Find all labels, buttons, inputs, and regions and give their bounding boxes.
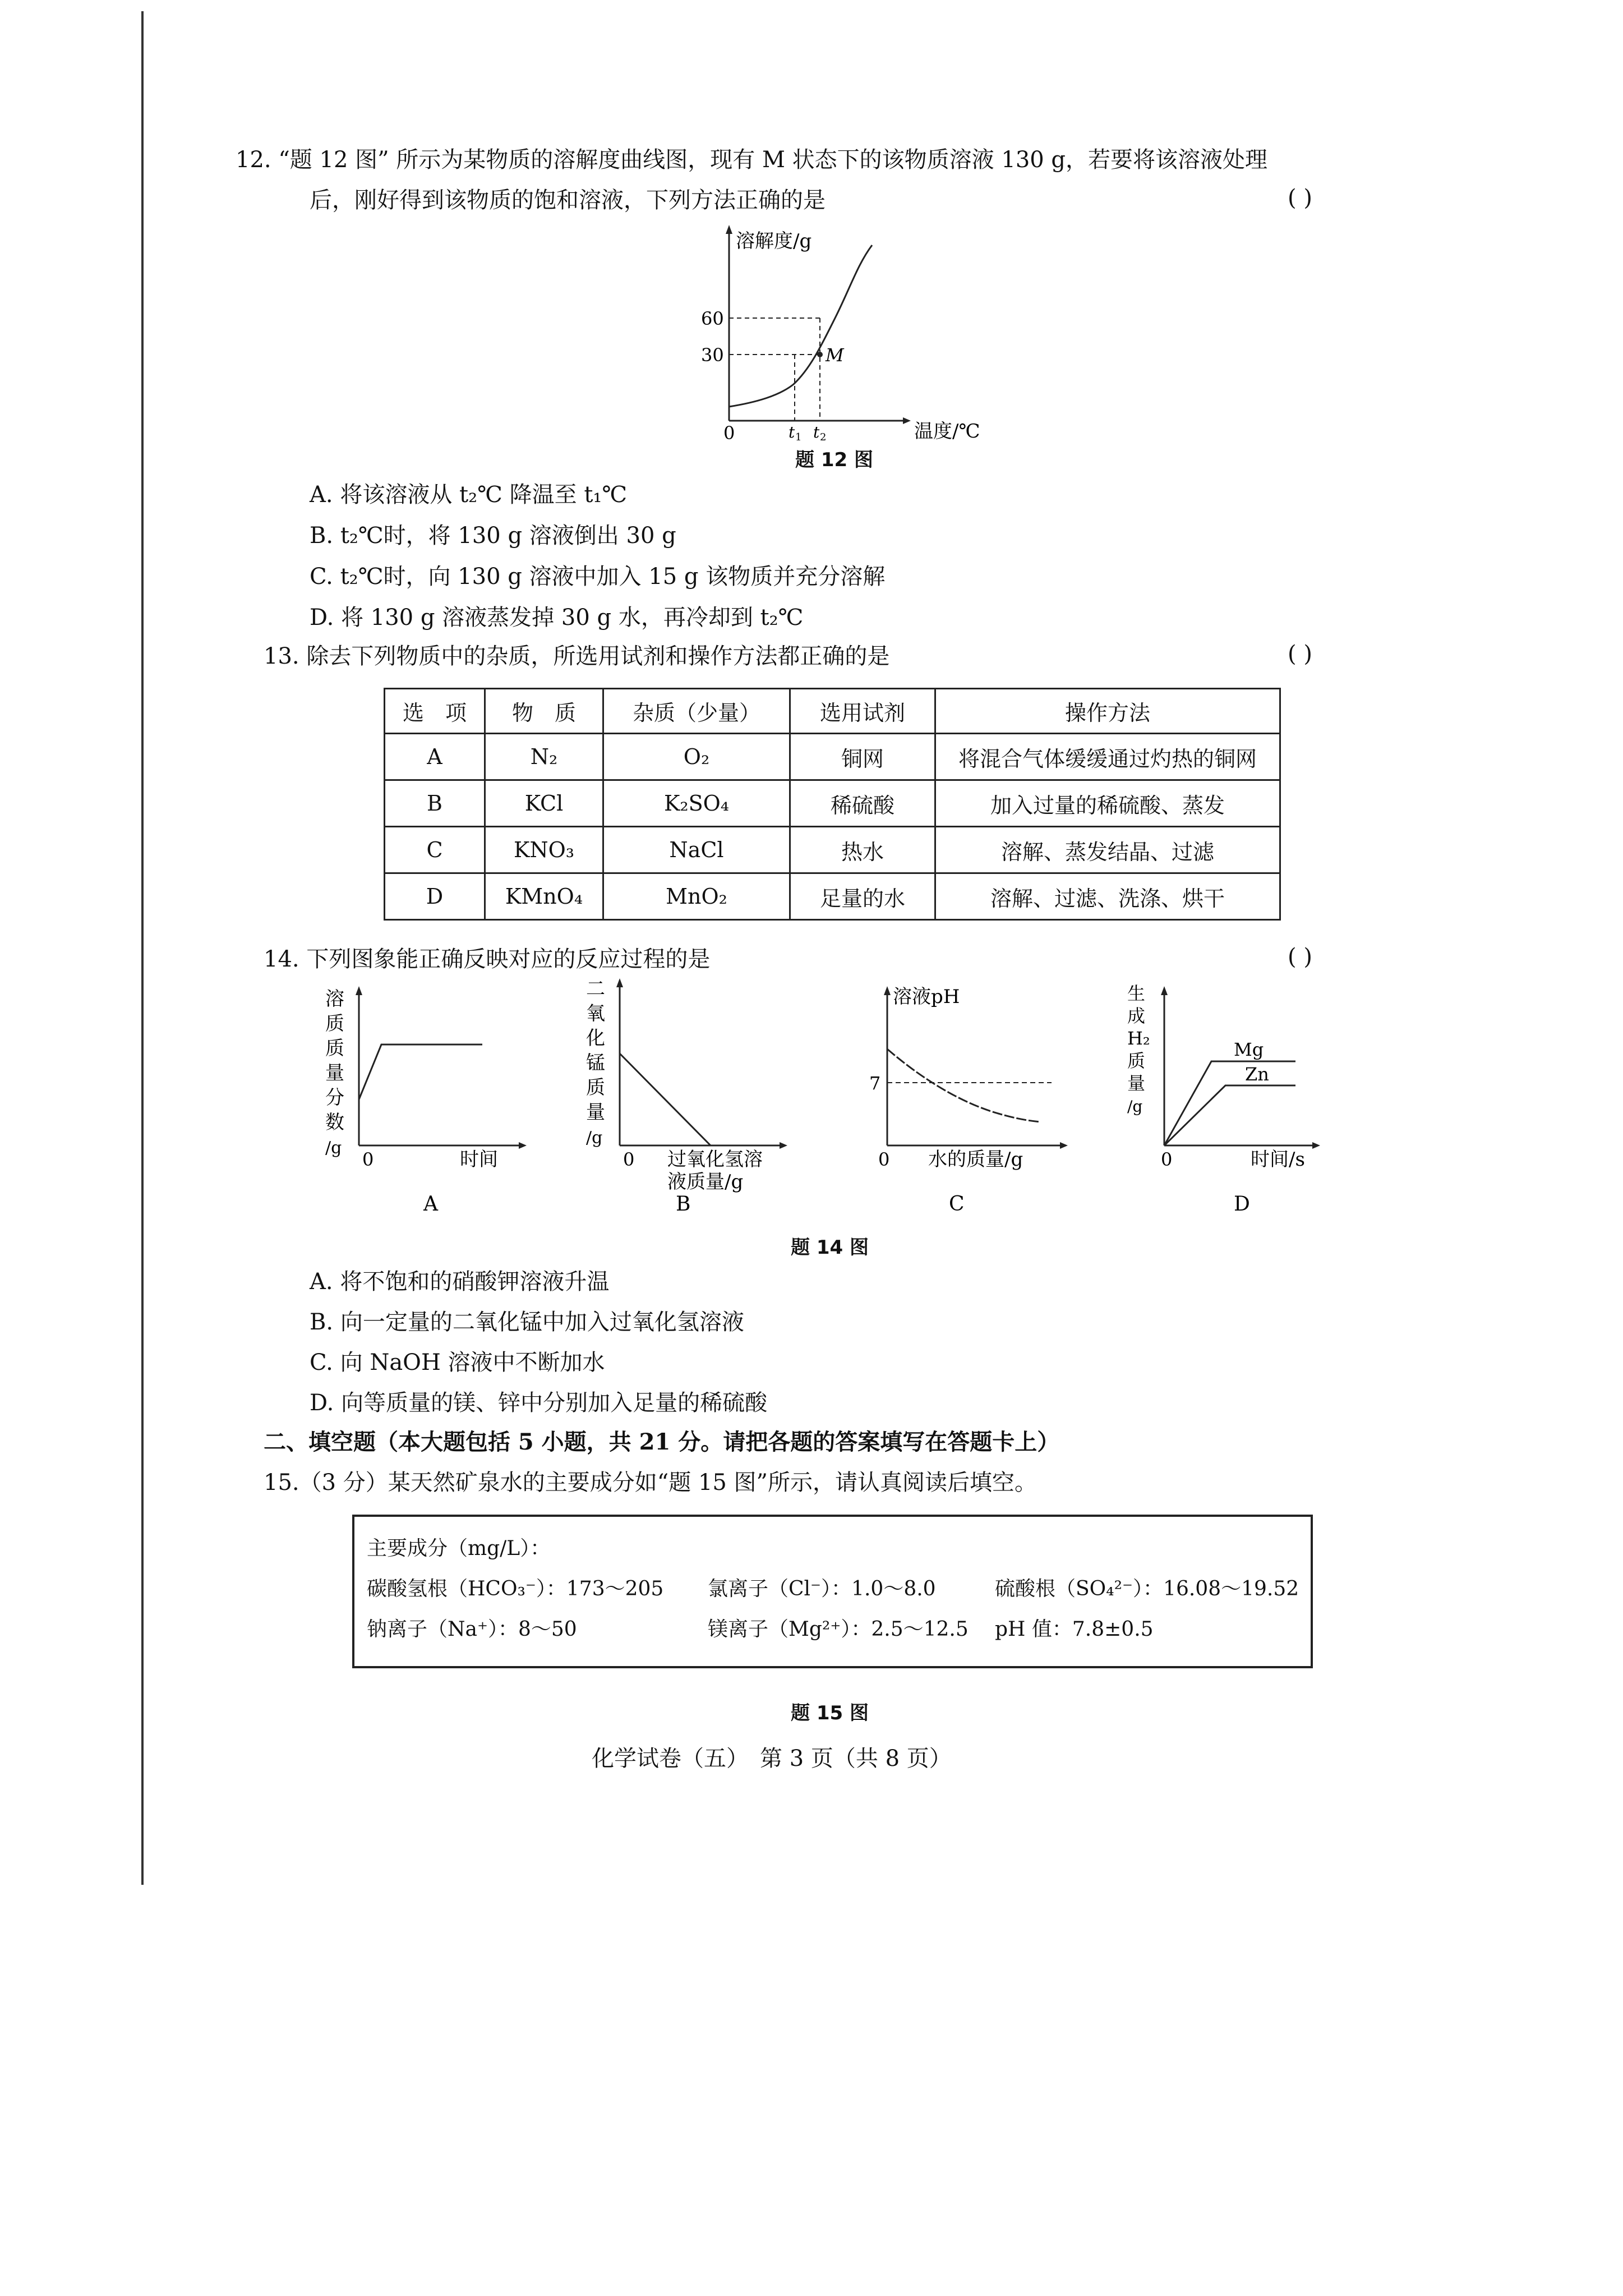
q13-header: 操作方法 [935,689,1280,734]
q13-answer-paren: ( ) [1288,641,1312,667]
q14c-y7: 7 [869,1073,881,1094]
q14-figure-d [1127,982,1352,1217]
q15-ph: pH 值：7.8±0.5 [995,1618,1154,1641]
q14d-y-arrow [1161,986,1168,995]
q12-solubility-curve [729,245,872,407]
q12-y30: 30 [701,344,724,366]
q12-line2: 后，刚好得到该物质的饱和溶液，下列方法正确的是 [310,187,826,213]
q12-option-d: D. 将 130 g 溶液蒸发掉 30 g 水，再冷却到 t₂℃ [310,605,804,631]
q14a-origin: 0 [362,1149,374,1170]
q12-option-c: C. t₂℃时，向 130 g 溶液中加入 15 g 该物质并充分溶解 [310,564,886,590]
q14-answer-paren: ( ) [1288,944,1312,970]
q14c-curve [887,1049,1040,1122]
table-cell: A [385,734,485,780]
q14d-xlabel: 时间/s [1251,1148,1305,1171]
q14a-ylabel [325,988,344,1158]
left-margin-line [141,11,144,1885]
q15-mg: 镁离子（Mg²⁺）：2.5～12.5 [708,1618,969,1641]
q14b-xlabel-line1: 过氧化氢溶 [667,1148,763,1171]
q14b-ylabel [586,978,605,1148]
q13-header-row [385,689,1280,734]
q14-option-c: C. 向 NaOH 溶液中不断加水 [310,1350,605,1375]
q12-xlabel: 温度/℃ [914,420,980,440]
q13-header: 选用试剂 [790,689,935,734]
q14-figure-a [325,982,561,1217]
q14b-ylabel-char: 氧 [586,1002,605,1025]
table-row [385,780,1280,827]
q12-y60: 60 [701,308,724,329]
q14a-letter: A [423,1193,438,1216]
q14b-xlabel-line2: 液质量/g [667,1171,744,1193]
q14b-y-arrow [616,978,623,987]
q14a-ylabel-char: 溶 [325,988,344,1010]
q14d-ylabel-char: 生 [1127,983,1146,1004]
q14a-yunit: /g [325,1138,342,1158]
q14a-ylabel-char: 质 [325,1037,344,1060]
q14d-ylabel [1127,983,1150,1116]
q14c-x-arrow [1060,1142,1068,1149]
table-cell: 铜网 [790,734,935,780]
q14b-ylabel-char: 化 [586,1027,605,1050]
q13-line1: 13. 除去下列物质中的杂质，所选用试剂和操作方法都正确的是 [264,643,890,669]
table-cell: 加入过量的稀硫酸、蒸发 [935,780,1280,827]
table-cell: NaCl [603,827,790,873]
q14b-letter: B [676,1193,691,1216]
q14d-letter: D [1234,1193,1250,1216]
q12-origin: 0 [723,422,735,440]
q12-point-m [817,352,823,357]
q12-caption: 题 12 图 [795,449,873,471]
q14-option-d: D. 向等质量的镁、锌中分别加入足量的稀硫酸 [310,1390,768,1416]
section-2-heading: 二、填空题（本大题包括 5 小题，共 21 分。请把各题的答案填写在答题卡上） [264,1429,1060,1455]
q14a-x-arrow [519,1142,527,1149]
q14c-y-arrow [884,986,891,995]
q14b-curve [620,1053,711,1145]
table-cell: 将混合气体缓缓通过灼热的铜网 [935,734,1280,780]
q14-option-a: A. 将不饱和的硝酸钾溶液升温 [310,1269,610,1295]
table-cell: D [385,873,485,920]
table-cell: KCl [485,780,603,827]
table-cell: 热水 [790,827,935,873]
table-cell: O₂ [603,734,790,780]
q14d-zn-curve [1164,1085,1295,1145]
q12-option-b: B. t₂℃时，将 130 g 溶液倒出 30 g [310,523,676,549]
q12-m-label: M [826,344,844,366]
q14a-ylabel-char: 质 [325,1013,344,1035]
table-cell: MnO₂ [603,873,790,920]
q13-header: 物 质 [485,689,603,734]
q14d-zn-label: Zn [1245,1064,1269,1085]
table-cell: 溶解、蒸发结晶、过滤 [935,827,1280,873]
table-cell: KNO₃ [485,827,603,873]
q15-hco3: 碳酸氢根（HCO₃⁻）：173～205 [367,1577,664,1600]
q14d-ylabel-char: 成 [1127,1005,1146,1027]
q14d-x-arrow [1312,1142,1320,1149]
q14b-ylabel-char: 质 [586,1076,605,1099]
q14b-ylabel-char: 量 [586,1101,605,1124]
q14-caption: 题 14 图 [791,1236,869,1259]
q14d-origin: 0 [1161,1149,1173,1170]
q15-composition-box [352,1515,1313,1668]
q13-options-table [384,688,1281,921]
q14a-y-arrow [356,986,362,995]
q14c-origin: 0 [878,1149,890,1170]
q15-line1: 15.（3 分）某天然矿泉水的主要成分如“题 15 图”所示，请认真阅读后填空。 [264,1470,1038,1496]
q15-caption: 题 15 图 [791,1702,869,1724]
q14c-ylabel: 溶液pH [893,986,960,1008]
table-cell: 溶解、过滤、洗涤、烘干 [935,873,1280,920]
table-cell: N₂ [485,734,603,780]
q14b-ylabel-char: 锰 [586,1052,605,1074]
q12-t1: t [789,423,795,440]
q12-y-arrow [726,225,732,234]
q14d-mg-label: Mg [1234,1039,1264,1060]
q12-answer-paren: ( ) [1288,185,1312,211]
q14c-xlabel: 水的质量/g [928,1148,1023,1171]
q12-ylabel: 溶解度/g [736,230,812,252]
q14a-ylabel-char: 数 [325,1111,344,1134]
table-row [385,827,1280,873]
table-cell: KMnO₄ [485,873,603,920]
q14d-yunit: /g [1127,1097,1143,1116]
q15-box-title: 主要成分（mg/L）： [367,1537,551,1560]
q12-option-a: A. 将该溶液从 t₂℃ 降温至 t₁℃ [310,482,628,508]
q12-t1-sub: 1 [795,431,802,440]
q13-header: 选 项 [385,689,485,734]
q14-line1: 14. 下列图象能正确反映对应的反应过程的是 [264,946,711,972]
q12-line1: 12. “题 12 图” 所示为某物质的溶解度曲线图，现有 M 状态下的该物质溶液 130 g，若要将该溶液处理 [236,147,1268,173]
q12-t2-sub: 2 [820,431,827,440]
q14a-ylabel-char: 量 [325,1062,344,1084]
q14-option-b: B. 向一定量的二氧化锰中加入过氧化氢溶液 [310,1309,744,1335]
q14b-yunit: /g [586,1128,603,1148]
q14a-xlabel: 时间 [460,1148,498,1171]
table-row [385,734,1280,780]
q12-x-arrow [903,417,911,424]
table-cell: K₂SO₄ [603,780,790,827]
q14a-ylabel-char: 分 [325,1087,344,1109]
table-cell: C [385,827,485,873]
q14-figure-b [586,970,822,1217]
table-cell: 稀硫酸 [790,780,935,827]
q15-cl: 氯离子（Cl⁻）：1.0～8.0 [708,1577,936,1600]
table-row [385,873,1280,920]
q15-na: 钠离子（Na⁺）：8～50 [367,1618,577,1641]
q12-t2: t [813,423,820,440]
q14d-ylabel-char: 量 [1127,1073,1146,1094]
q13-header: 杂质（少量） [603,689,790,734]
table-cell: B [385,780,485,827]
q14a-curve [359,1045,482,1099]
q14b-origin: 0 [623,1149,635,1170]
page-footer: 化学试卷（五） 第 3 页（共 8 页） [592,1746,952,1772]
table-cell: 足量的水 [790,873,935,920]
q15-so4: 硫酸根（SO₄²⁻）：16.08～19.52 [995,1577,1299,1600]
q14b-x-arrow [780,1142,787,1149]
q14d-ylabel-char: 质 [1127,1050,1146,1071]
q14c-letter: C [949,1193,965,1216]
q12-solubility-figure [695,222,987,440]
q14d-ylabel-char: H₂ [1127,1028,1150,1049]
q14-figure-c [869,982,1105,1217]
q14d-mg-curve [1164,1061,1295,1145]
q14b-ylabel-char: 二 [586,978,605,1000]
